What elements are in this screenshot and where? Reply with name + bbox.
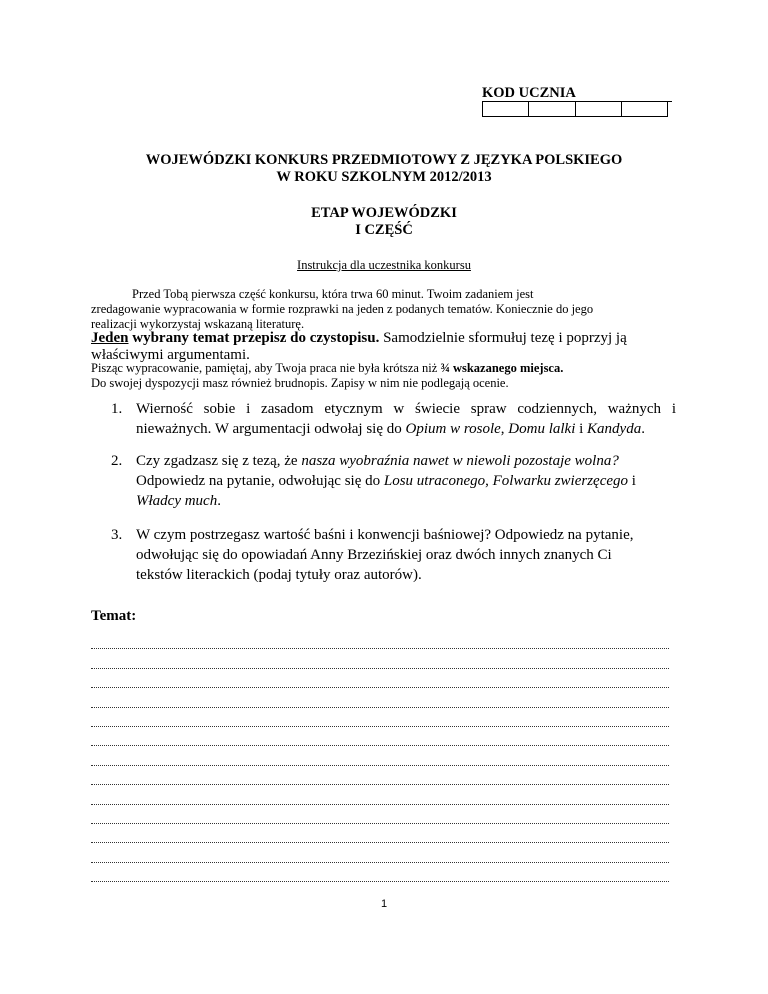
code-box[interactable] bbox=[622, 101, 667, 116]
intro-line-2: zredagowanie wypracowania w formie rozprawki na jeden z podanych tematów. Koniecznie do jego bbox=[91, 302, 594, 316]
topic-text: , bbox=[485, 473, 493, 489]
topic-text: tekstów literackich (podaj tytuły oraz autorów). bbox=[136, 567, 422, 583]
stage-title: ETAP WOJEWÓDZKI bbox=[311, 205, 457, 221]
topic-number: 3. bbox=[111, 527, 123, 543]
topic-text: . bbox=[217, 493, 221, 509]
topic-1 bbox=[111, 399, 676, 439]
intro-line-3: realizacji wykorzystaj wskazaną literaturę. bbox=[91, 317, 305, 331]
topic-2 bbox=[111, 451, 676, 511]
instructions-heading: Instrukcja dla uczestnika konkursu bbox=[297, 258, 471, 272]
length-bold: ¾ wskazanego miejsca. bbox=[440, 361, 564, 375]
topic-3 bbox=[111, 525, 676, 585]
answer-line[interactable] bbox=[91, 669, 669, 688]
answer-line[interactable] bbox=[91, 630, 669, 649]
quote: nasza wyobraźnia nawet w niewoli pozostaje wolna? bbox=[301, 453, 619, 469]
topic-text: . bbox=[641, 421, 645, 437]
book-title: Domu lalki bbox=[508, 421, 576, 437]
answer-line[interactable] bbox=[91, 805, 669, 824]
choose-rest: Samodzielnie sformułuj tezę i poprzyj ją właściwymi argumentami. bbox=[91, 330, 627, 363]
topic-number: 2. bbox=[111, 453, 123, 469]
part-title: I CZĘŚĆ bbox=[355, 222, 413, 238]
code-box[interactable] bbox=[529, 101, 575, 116]
answer-line[interactable] bbox=[91, 863, 669, 882]
code-box[interactable] bbox=[483, 101, 529, 116]
topic-text: Wierność sobie i zasadom etycznym w świecie spraw codziennych, ważnych i nieważnych. W argumentacji odwołaj się do bbox=[136, 401, 676, 437]
topic-text: i bbox=[628, 473, 636, 489]
answer-line[interactable] bbox=[91, 649, 669, 668]
answer-line[interactable] bbox=[91, 708, 669, 727]
answer-line[interactable] bbox=[91, 843, 669, 862]
answer-line[interactable] bbox=[91, 688, 669, 707]
book-title: Folwarku zwierzęcego bbox=[492, 473, 629, 489]
answer-lines[interactable] bbox=[91, 630, 669, 882]
choose-underlined: Jeden bbox=[91, 330, 129, 346]
topic-text: i bbox=[575, 421, 588, 437]
intro-line-1: Przed Tobą pierwsza część konkursu, która trwa 60 minut. Twoim zadaniem jest bbox=[132, 287, 534, 301]
length-plain: Pisząc wypracowanie, pamiętaj, aby Twoja praca nie była krótsza niż bbox=[91, 361, 441, 375]
topic-text: W czym postrzegasz wartość baśni i konwencji baśniowej? Odpowiedz na pytanie, bbox=[136, 527, 634, 543]
topic-label: Temat: bbox=[91, 608, 137, 624]
length-instruction bbox=[91, 361, 563, 376]
topic-number: 1. bbox=[111, 401, 123, 417]
choose-bold: wybrany temat przepisz do czystopisu. bbox=[128, 330, 380, 346]
answer-line[interactable] bbox=[91, 785, 669, 804]
contest-title: WOJEWÓDZKI KONKURS PRZEDMIOTOWY Z JĘZYKA POLSKIEGO bbox=[145, 152, 623, 168]
answer-line[interactable] bbox=[91, 727, 669, 746]
answer-line[interactable] bbox=[91, 746, 669, 765]
page-number: 1 bbox=[380, 898, 388, 910]
book-title: Kandyda bbox=[587, 421, 642, 437]
topic-text: odwołując się do opowiadań Anny Brzezińskiej oraz dwóch innych znanych Ci bbox=[136, 547, 612, 563]
topic-text: , bbox=[500, 421, 509, 437]
choose-topic-instruction bbox=[91, 330, 691, 364]
code-box[interactable] bbox=[576, 101, 622, 116]
topic-text: Czy zgadzasz się z tezą, że bbox=[136, 453, 302, 469]
book-title: Władcy much bbox=[136, 493, 218, 509]
student-code-label: KOD UCZNIA bbox=[482, 85, 672, 102]
school-year: W ROKU SZKOLNYM 2012/2013 bbox=[276, 169, 492, 185]
answer-line[interactable] bbox=[91, 824, 669, 843]
draft-note: Do swojej dyspozycji masz również brudnopis. Zapisy w nim nie podlegają ocenie. bbox=[91, 376, 509, 390]
book-title: Losu utraconego bbox=[383, 473, 486, 489]
answer-line[interactable] bbox=[91, 766, 669, 785]
topic-text: Odpowiedz na pytanie, odwołując się do bbox=[136, 473, 384, 489]
book-title: Opium w rosole bbox=[405, 421, 501, 437]
student-code-boxes[interactable] bbox=[482, 101, 668, 117]
